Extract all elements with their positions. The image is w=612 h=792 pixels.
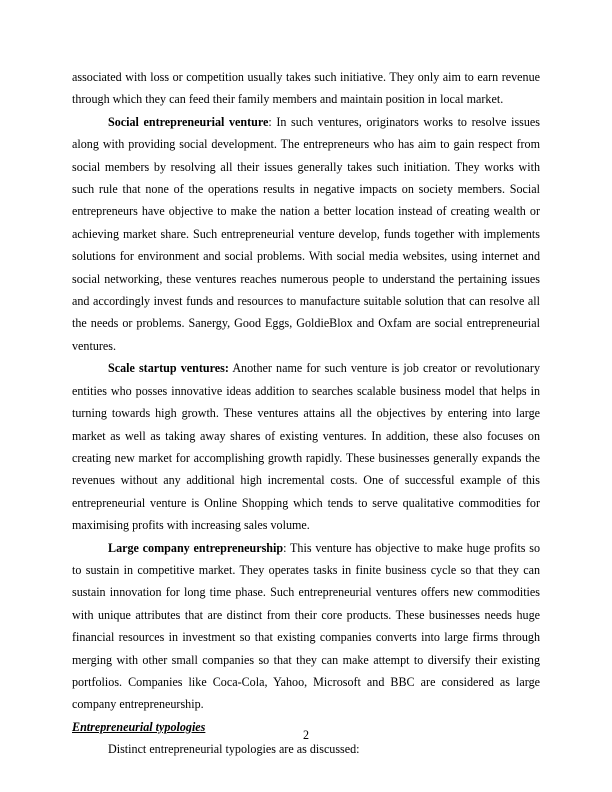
section-heading: Entrepreneurial typologies [72,719,206,734]
paragraph-social-venture [72,111,540,357]
paragraph-title-social-venture: Social entrepreneurial venture [108,114,269,129]
paragraph-scale-startup [72,357,540,536]
paragraph-title-scale-startup: Scale startup ventures: [108,361,229,376]
paragraph-title-large-company: Large company entrepreneurship [108,540,284,555]
paragraph-body-large-company: : This venture has objective to make huge profits so to sustain in competitive market. They operates tasks in finite business cycle so that they can sustain innovation for long time phase. Such entrepreneurial ventures offers new commodities with unique attributes that are distinct from their core products. These businesses needs huge financial resources in investment so that existing companies converts into large firms through merging with other small companies so that they can make attempt to diversify their existing portfolios. Companies like Coca-Cola, Yahoo, Microsoft and BBC are considered as large company entrepreneurship. [72,540,540,712]
paragraph-large-company [72,537,540,716]
paragraph-body-social-venture: : In such ventures, originators works to resolve issues along with providing social development. The entrepreneurs who has aim to gain respect from social members by resolving all their issues generally takes such initiation. They works with such rule that none of the operations results in negative impacts on society members. Social entrepreneurs have objective to make the nation a better location instead of creating wealth or achieving market share. Such entrepreneurial venture develop, funds together with implements solutions for environment and social problems. With social media websites, using internet and social networking, these ventures reaches numerous people to understand the pertaining issues and accordingly invest funds and resources to manufacture suitable solution that can resolve all the needs or problems. Sanergy, Good Eggs, GoldieBlox and Oxfam are social entrepreneurial ventures. [72,114,541,353]
page-number: 2 [302,728,310,742]
paragraph-body-scale-startup: Another name for such venture is job creator or revolutionary entities who posses innovative ideas addition to searches scalable business model that helps in turning towards high growth. These ventures attains all the objectives by entering into large market as well as taking away shares of existing ventures. In addition, these also focuses on creating new market for accomplishing growth rapidly. These businesses generally expands the revenues without any additional high incremental costs. One of successful example of this entrepreneurial venture is Online Shopping which tends to serve qualitative commodities for maximising profits with increasing sales volume. [72,361,540,533]
paragraph-continuation: associated with loss or competition usually takes such initiative. They only aim to earn revenue through which they can feed their family members and maintain position in local market. [72,70,540,107]
page-content [72,66,540,761]
paragraph-typologies-intro: Distinct entrepreneurial typologies are as discussed: [108,742,360,757]
